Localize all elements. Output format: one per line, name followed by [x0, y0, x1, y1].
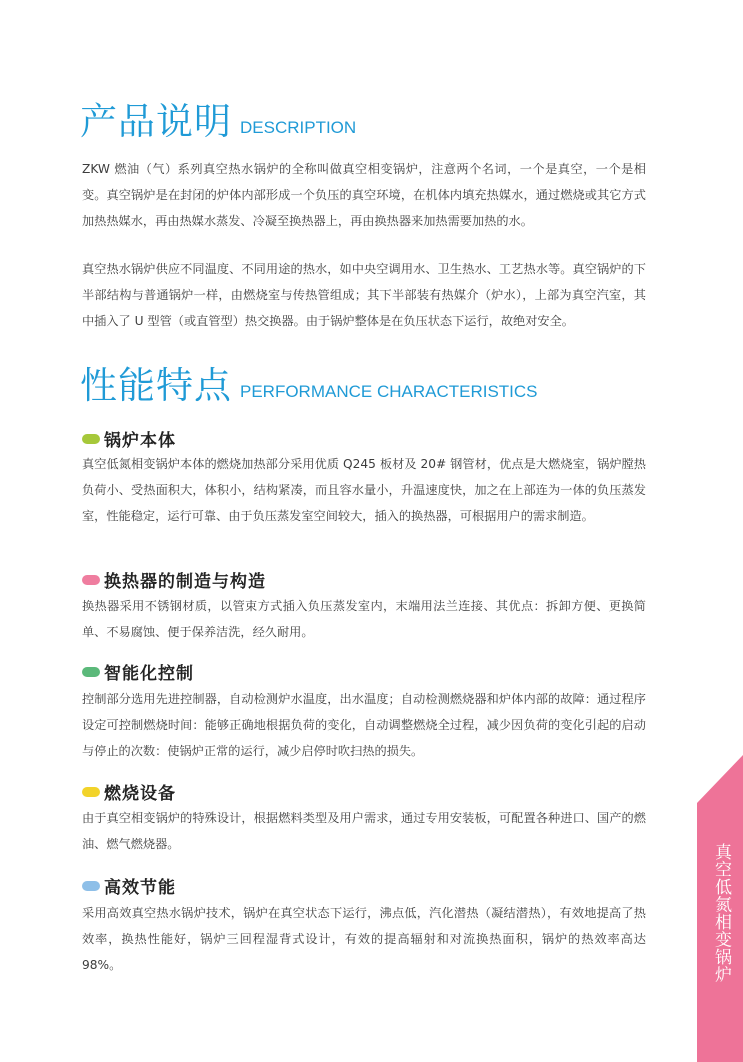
- feature-text-combustion-equipment: 由于真空相变锅炉的特殊设计，根据燃料类型及用户需求，通过专用安装板，可配置各种进口、国产的燃油、燃气燃烧器。: [82, 811, 646, 851]
- description-title-en: DESCRIPTION: [240, 118, 357, 137]
- feature-heading-label: 换热器的制造与构造: [104, 572, 266, 592]
- description-paragraph-2: 真空热水锅炉供应不同温度、不同用途的热水，如中央空调用水、卫生热水、工艺热水等。真空锅炉的下半部结构与普通锅炉一样，由燃烧室与传热管组成；其下半部装有热媒介（炉水），上部为真空汽室，其中插入了 U 型管（或直管型）热交换器。由于锅炉整体是在负压状态下运行，故绝对安全。: [82, 262, 646, 328]
- feature-heading-energy-saving: [82, 873, 176, 898]
- feature-text-energy-saving: 采用高效真空热水锅炉技术，锅炉在真空状态下运行，沸点低，汽化潜热（凝结潜热），有效地提高了热效率，换热性能好，锅炉三回程湿背式设计，有效的提高辐射和对流换热面积，锅炉的热效率高达 98%。: [82, 906, 646, 972]
- feature-text-smart-control: 控制部分选用先进控制器，自动检测炉水温度，出水温度；自动检测燃烧器和炉体内部的故障：通过程序设定可控制燃烧时间：能够正确地根据负荷的变化，自动调整燃烧全过程，减少因负荷的变化引起的启动与停止的次数：使锅炉正常的运行，减少启停时吹扫热的损失。: [82, 692, 646, 758]
- blue-pill-icon: [82, 881, 100, 891]
- performance-title-cn: 性能特点: [80, 364, 232, 407]
- description-paragraph-1: ZKW 燃油（气）系列真空热水锅炉的全称叫做真空相变锅炉，注意两个名词，一个是真空，一个是相变。真空锅炉是在封闭的炉体内部形成一个负压的真空环境，在机体内填充热媒水，通过燃烧或其它方式加热热媒水，再由热媒水蒸发、冷凝至换热器上，再由换热器来加热需要加热的水。: [82, 162, 646, 228]
- side-tab-text: 真空低氮相变锅炉: [711, 843, 731, 983]
- feature-text-heat-exchanger: 换热器采用不锈钢材质，以管束方式插入负压蒸发室内，末端用法兰连接、其优点：拆卸方便、更换简单、不易腐蚀、便于保养洁洗，经久耐用。: [82, 599, 646, 639]
- feature-heading-boiler-body: [82, 426, 176, 451]
- feature-heading-label: 高效节能: [104, 878, 176, 898]
- feature-heading-label: 燃烧设备: [104, 784, 176, 804]
- description-title: [80, 102, 356, 142]
- green-pill-icon: [82, 434, 100, 444]
- feature-heading-smart-control: [82, 659, 194, 684]
- description-title-cn: 产品说明: [80, 100, 232, 143]
- side-tab-text-wrap: [708, 843, 732, 1043]
- side-tab: [697, 755, 743, 1062]
- performance-title-en: PERFORMANCE CHARACTERISTICS: [240, 382, 538, 401]
- feature-heading-label: 锅炉本体: [104, 431, 176, 451]
- pink-pill-icon: [82, 575, 100, 585]
- green-pill-icon: [82, 667, 100, 677]
- feature-heading-heat-exchanger: [82, 567, 266, 592]
- performance-title: [80, 366, 538, 406]
- feature-text-boiler-body: 真空低氮相变锅炉本体的燃烧加热部分采用优质 Q245 板材及 20# 钢管材，优点是大燃烧室，锅炉膛热负荷小、受热面积大，体积小，结构紧凑，而且容水量小，升温速度快，加之在上部连为一体的负压蒸发室，性能稳定，运行可靠、由于负压蒸发室空间较大，插入的换热器，可根据用户的需求制造。: [82, 457, 646, 523]
- feature-heading-label: 智能化控制: [104, 664, 194, 684]
- feature-heading-combustion-equipment: [82, 779, 176, 804]
- yellow-pill-icon: [82, 787, 100, 797]
